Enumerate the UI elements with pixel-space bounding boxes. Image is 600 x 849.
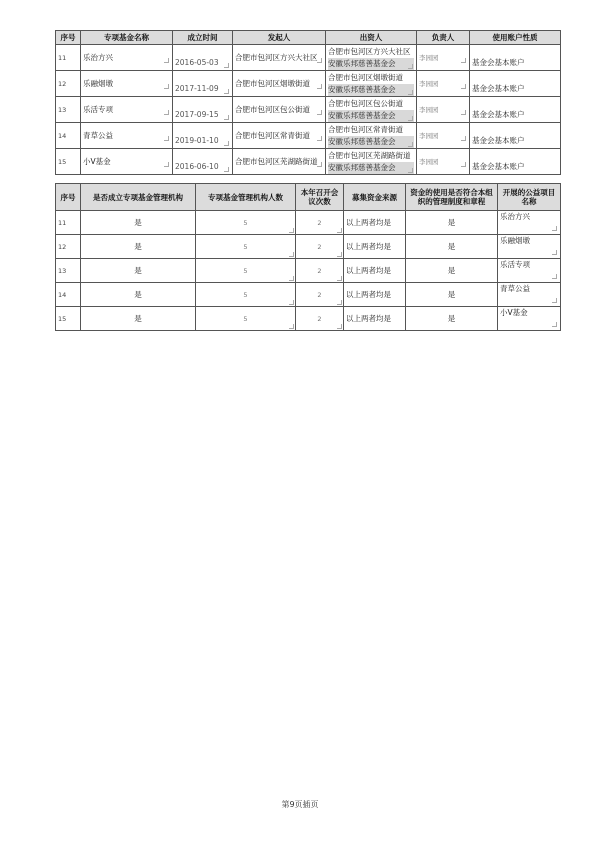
funder-primary-value: 合肥市包河区烟墩街道 — [328, 73, 403, 82]
table-row — [56, 123, 561, 149]
project-name-field[interactable] — [498, 307, 561, 331]
table-header-row — [56, 184, 561, 211]
col-header-org-members: 专项基金管理机构人数 — [196, 184, 296, 211]
funder-secondary-value: 安徽乐邦慈善基金会 — [328, 162, 414, 174]
page-footer: 第9页插页 — [281, 800, 319, 809]
table-row — [56, 307, 561, 331]
leader-field[interactable] — [417, 45, 470, 71]
fund-source-value[interactable]: 以上两者均是 — [344, 235, 406, 259]
row-number: 15 — [56, 307, 81, 331]
account-type-value: 基金会基本账户 — [472, 136, 525, 145]
funder-secondary-value: 安徽乐邦慈善基金会 — [328, 84, 414, 96]
established-date-value: 2017-09-15 — [175, 109, 230, 121]
account-type-field[interactable] — [470, 149, 561, 175]
funder-field[interactable] — [326, 71, 417, 97]
funder-secondary-value: 安徽乐邦慈善基金会 — [328, 58, 414, 70]
account-type-value: 基金会基本账户 — [472, 84, 525, 93]
org-members-value[interactable]: 5 — [196, 259, 296, 283]
funder-secondary-value: 安徽乐邦慈善基金会 — [328, 136, 414, 148]
project-name-value: 乐活专项 — [500, 259, 558, 280]
row-number: 12 — [56, 235, 81, 259]
fund-source-value[interactable]: 以上两者均是 — [344, 307, 406, 331]
compliance-value[interactable]: 是 — [406, 307, 498, 331]
account-type-value: 基金会基本账户 — [472, 162, 525, 171]
account-type-value: 基金会基本账户 — [472, 58, 525, 67]
funder-field[interactable] — [326, 149, 417, 175]
funder-primary-value: 合肥市包河区常青街道 — [328, 125, 403, 134]
initiator-value: 合肥市包河区包公街道 — [235, 104, 323, 116]
funder-secondary-value: 安徽乐邦慈善基金会 — [328, 110, 414, 122]
fund-source-value[interactable]: 以上两者均是 — [344, 283, 406, 307]
col-header-leader: 负责人 — [417, 31, 470, 45]
account-type-field[interactable] — [470, 45, 561, 71]
fund-name-field[interactable] — [81, 71, 173, 97]
col-header-fund-name: 专项基金名称 — [81, 31, 173, 45]
project-name-field[interactable] — [498, 235, 561, 259]
table-row — [56, 211, 561, 235]
org-members-value[interactable]: 5 — [196, 235, 296, 259]
has-management-org-value[interactable]: 是 — [81, 211, 196, 235]
leader-field[interactable] — [417, 71, 470, 97]
initiator-field[interactable] — [233, 71, 326, 97]
leader-value: 李园园 — [419, 130, 467, 142]
funder-field[interactable] — [326, 97, 417, 123]
table-row — [56, 259, 561, 283]
table-row — [56, 235, 561, 259]
col-header-compliance: 资金的使用是否符合本组织的管理制度和章程 — [406, 184, 498, 211]
col-header-funder: 出资人 — [326, 31, 417, 45]
funder-primary-value: 合肥市包河区包公街道 — [328, 99, 403, 108]
established-date-value: 2016-05-03 — [175, 57, 230, 69]
project-name-field[interactable] — [498, 283, 561, 307]
col-header-initiator: 发起人 — [233, 31, 326, 45]
funder-primary-value: 合肥市包河区芜湖路街道 — [328, 151, 411, 160]
fund-name-value: 青草公益 — [83, 130, 170, 142]
account-type-field[interactable] — [470, 123, 561, 149]
org-members-value[interactable]: 5 — [196, 211, 296, 235]
row-number: 14 — [56, 283, 81, 307]
leader-value: 李园园 — [419, 104, 467, 116]
row-number: 11 — [56, 45, 81, 71]
row-number: 13 — [56, 97, 81, 123]
funder-field[interactable] — [326, 123, 417, 149]
leader-field[interactable] — [417, 149, 470, 175]
project-name-value: 青草公益 — [500, 283, 558, 304]
col-header-no: 序号 — [56, 31, 81, 45]
initiator-value: 合肥市包河区方兴大社区 — [235, 52, 323, 64]
meetings-count-value[interactable]: 2 — [296, 283, 344, 307]
col-header-meetings-count: 本年召开会议次数 — [296, 184, 344, 211]
org-members-value[interactable]: 5 — [196, 283, 296, 307]
has-management-org-value[interactable]: 是 — [81, 259, 196, 283]
funder-field[interactable] — [326, 45, 417, 71]
has-management-org-value[interactable]: 是 — [81, 283, 196, 307]
col-header-account-type: 使用账户性质 — [470, 31, 561, 45]
table-header-row — [56, 31, 561, 45]
account-type-field[interactable] — [470, 71, 561, 97]
compliance-value[interactable]: 是 — [406, 259, 498, 283]
col-header-no: 序号 — [56, 184, 81, 211]
established-date-value: 2019-01-10 — [175, 135, 230, 147]
project-name-field[interactable] — [498, 211, 561, 235]
compliance-value[interactable]: 是 — [406, 211, 498, 235]
fund-name-field[interactable] — [81, 123, 173, 149]
meetings-count-value[interactable]: 2 — [296, 235, 344, 259]
meetings-count-value[interactable]: 2 — [296, 211, 344, 235]
table-row — [56, 283, 561, 307]
funder-primary-value: 合肥市包河区方兴大社区 — [328, 47, 411, 56]
table-row — [56, 45, 561, 71]
meetings-count-value[interactable]: 2 — [296, 307, 344, 331]
fund-management-table — [55, 183, 561, 331]
has-management-org-value[interactable]: 是 — [81, 235, 196, 259]
established-date-value: 2016-06-10 — [175, 161, 230, 173]
leader-value: 李园园 — [419, 78, 467, 90]
fund-source-value[interactable]: 以上两者均是 — [344, 259, 406, 283]
established-date-field[interactable] — [173, 123, 233, 149]
fund-name-value: 乐活专项 — [83, 104, 170, 116]
project-name-value: 乐治方兴 — [500, 211, 558, 232]
initiator-value: 合肥市包河区芜湖路街道 — [235, 156, 323, 168]
table-row — [56, 71, 561, 97]
initiator-field[interactable] — [233, 45, 326, 71]
project-name-value: 小V基金 — [500, 307, 558, 328]
row-number: 14 — [56, 123, 81, 149]
account-type-value: 基金会基本账户 — [472, 110, 525, 119]
org-members-value[interactable]: 5 — [196, 307, 296, 331]
row-number: 11 — [56, 211, 81, 235]
fund-name-field[interactable] — [81, 149, 173, 175]
compliance-value[interactable]: 是 — [406, 235, 498, 259]
compliance-value[interactable]: 是 — [406, 283, 498, 307]
meetings-count-value[interactable]: 2 — [296, 259, 344, 283]
fund-name-field[interactable] — [81, 45, 173, 71]
fund-source-value[interactable]: 以上两者均是 — [344, 211, 406, 235]
project-name-value: 乐融烟墩 — [500, 235, 558, 256]
col-header-established-date: 成立时间 — [173, 31, 233, 45]
table-row — [56, 149, 561, 175]
leader-field[interactable] — [417, 123, 470, 149]
table-row — [56, 97, 561, 123]
established-date-field[interactable] — [173, 149, 233, 175]
established-date-field[interactable] — [173, 71, 233, 97]
row-number: 12 — [56, 71, 81, 97]
established-date-field[interactable] — [173, 45, 233, 71]
row-number: 15 — [56, 149, 81, 175]
row-number: 13 — [56, 259, 81, 283]
fund-name-value: 小V基金 — [83, 156, 170, 168]
leader-field[interactable] — [417, 97, 470, 123]
fund-name-field[interactable] — [81, 97, 173, 123]
initiator-field[interactable] — [233, 123, 326, 149]
initiator-value: 合肥市包河区常青街道 — [235, 130, 323, 142]
fund-name-value: 乐融烟墩 — [83, 78, 170, 90]
col-header-project-name: 开展的公益项目名称 — [498, 184, 561, 211]
initiator-value: 合肥市包河区烟墩街道 — [235, 78, 323, 90]
fund-info-table — [55, 30, 561, 175]
leader-value: 李园园 — [419, 156, 467, 168]
has-management-org-value[interactable]: 是 — [81, 307, 196, 331]
col-header-fund-source: 募集资金来源 — [344, 184, 406, 211]
initiator-field[interactable] — [233, 97, 326, 123]
col-header-has-management-org: 是否成立专项基金管理机构 — [81, 184, 196, 211]
fund-name-value: 乐治方兴 — [83, 52, 170, 64]
leader-value: 李园园 — [419, 52, 467, 64]
account-type-field[interactable] — [470, 97, 561, 123]
initiator-field[interactable] — [233, 149, 326, 175]
established-date-field[interactable] — [173, 97, 233, 123]
established-date-value: 2017-11-09 — [175, 83, 230, 95]
project-name-field[interactable] — [498, 259, 561, 283]
